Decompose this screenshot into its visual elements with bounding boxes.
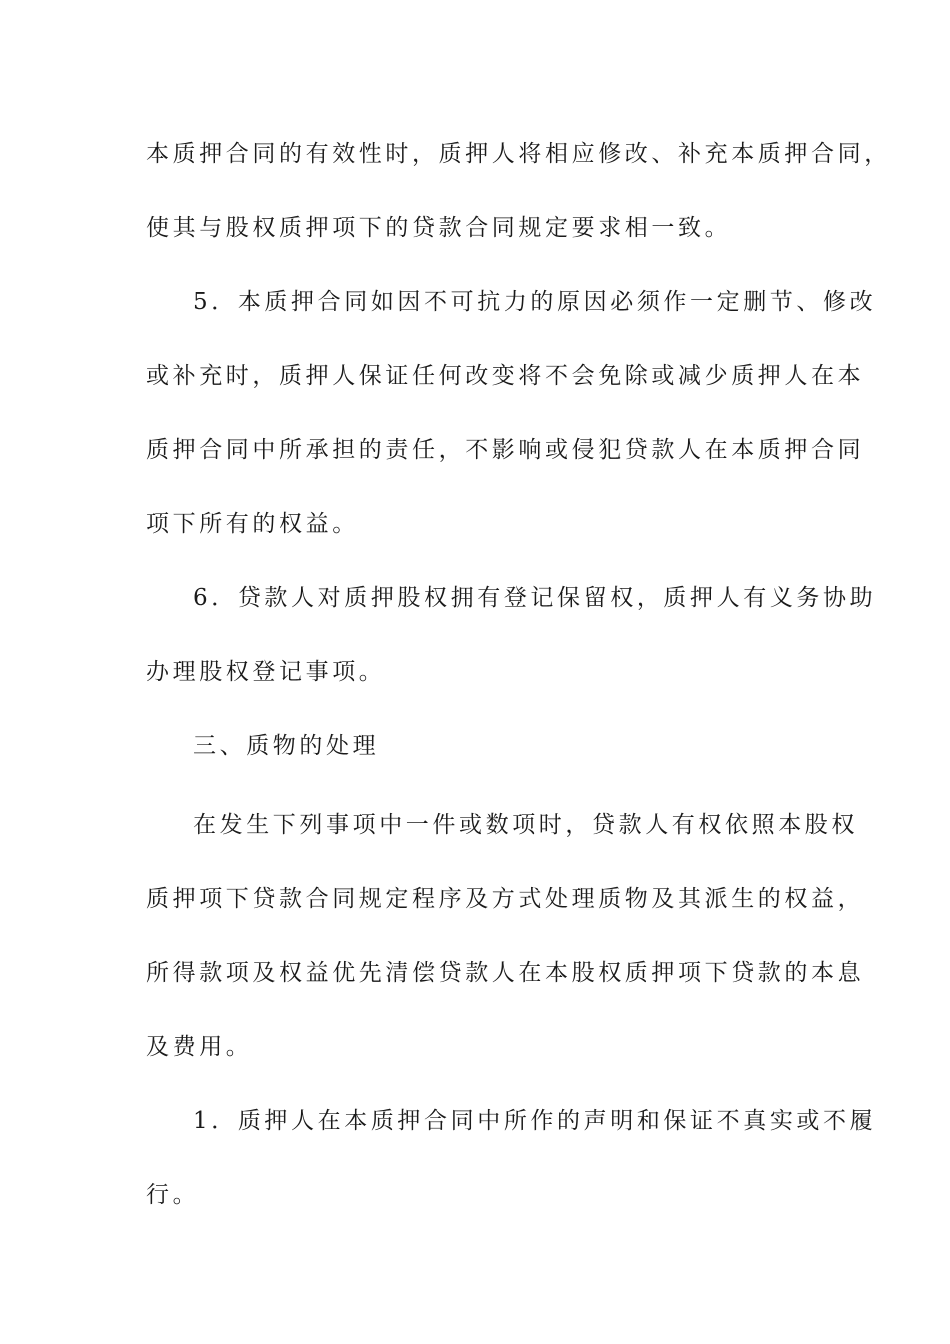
text-line: 及费用。	[146, 1034, 253, 1060]
paragraph-5-start: 5．本质押合同如因不可抗力的原因必须作一定删节、修改	[193, 289, 877, 315]
section-heading: 三、质物的处理	[193, 733, 380, 759]
text-line: 项下所有的权益。	[146, 511, 359, 537]
text-line: 质押合同中所承担的责任，不影响或侵犯贷款人在本质押合同	[146, 437, 865, 463]
text-line: 使其与股权质押项下的贷款合同规定要求相一致。	[146, 215, 732, 241]
item-1-start: 1．质押人在本质押合同中所作的声明和保证不真实或不履	[193, 1108, 877, 1134]
text-line: 本质押合同的有效性时，质押人将相应修改、补充本质押合同，	[146, 141, 891, 167]
text-line: 办理股权登记事项。	[146, 659, 386, 685]
text-line: 质押项下贷款合同规定程序及方式处理质物及其派生的权益，	[146, 886, 865, 912]
text-line: 行。	[146, 1182, 200, 1208]
text-line: 或补充时，质押人保证任何改变将不会免除或减少质押人在本	[146, 363, 865, 389]
paragraph-start: 在发生下列事项中一件或数项时，贷款人有权依照本股权	[193, 812, 858, 838]
text-line: 所得款项及权益优先清偿贷款人在本股权质押项下贷款的本息	[146, 960, 865, 986]
paragraph-6-start: 6．贷款人对质押股权拥有登记保留权，质押人有义务协助	[193, 585, 877, 611]
